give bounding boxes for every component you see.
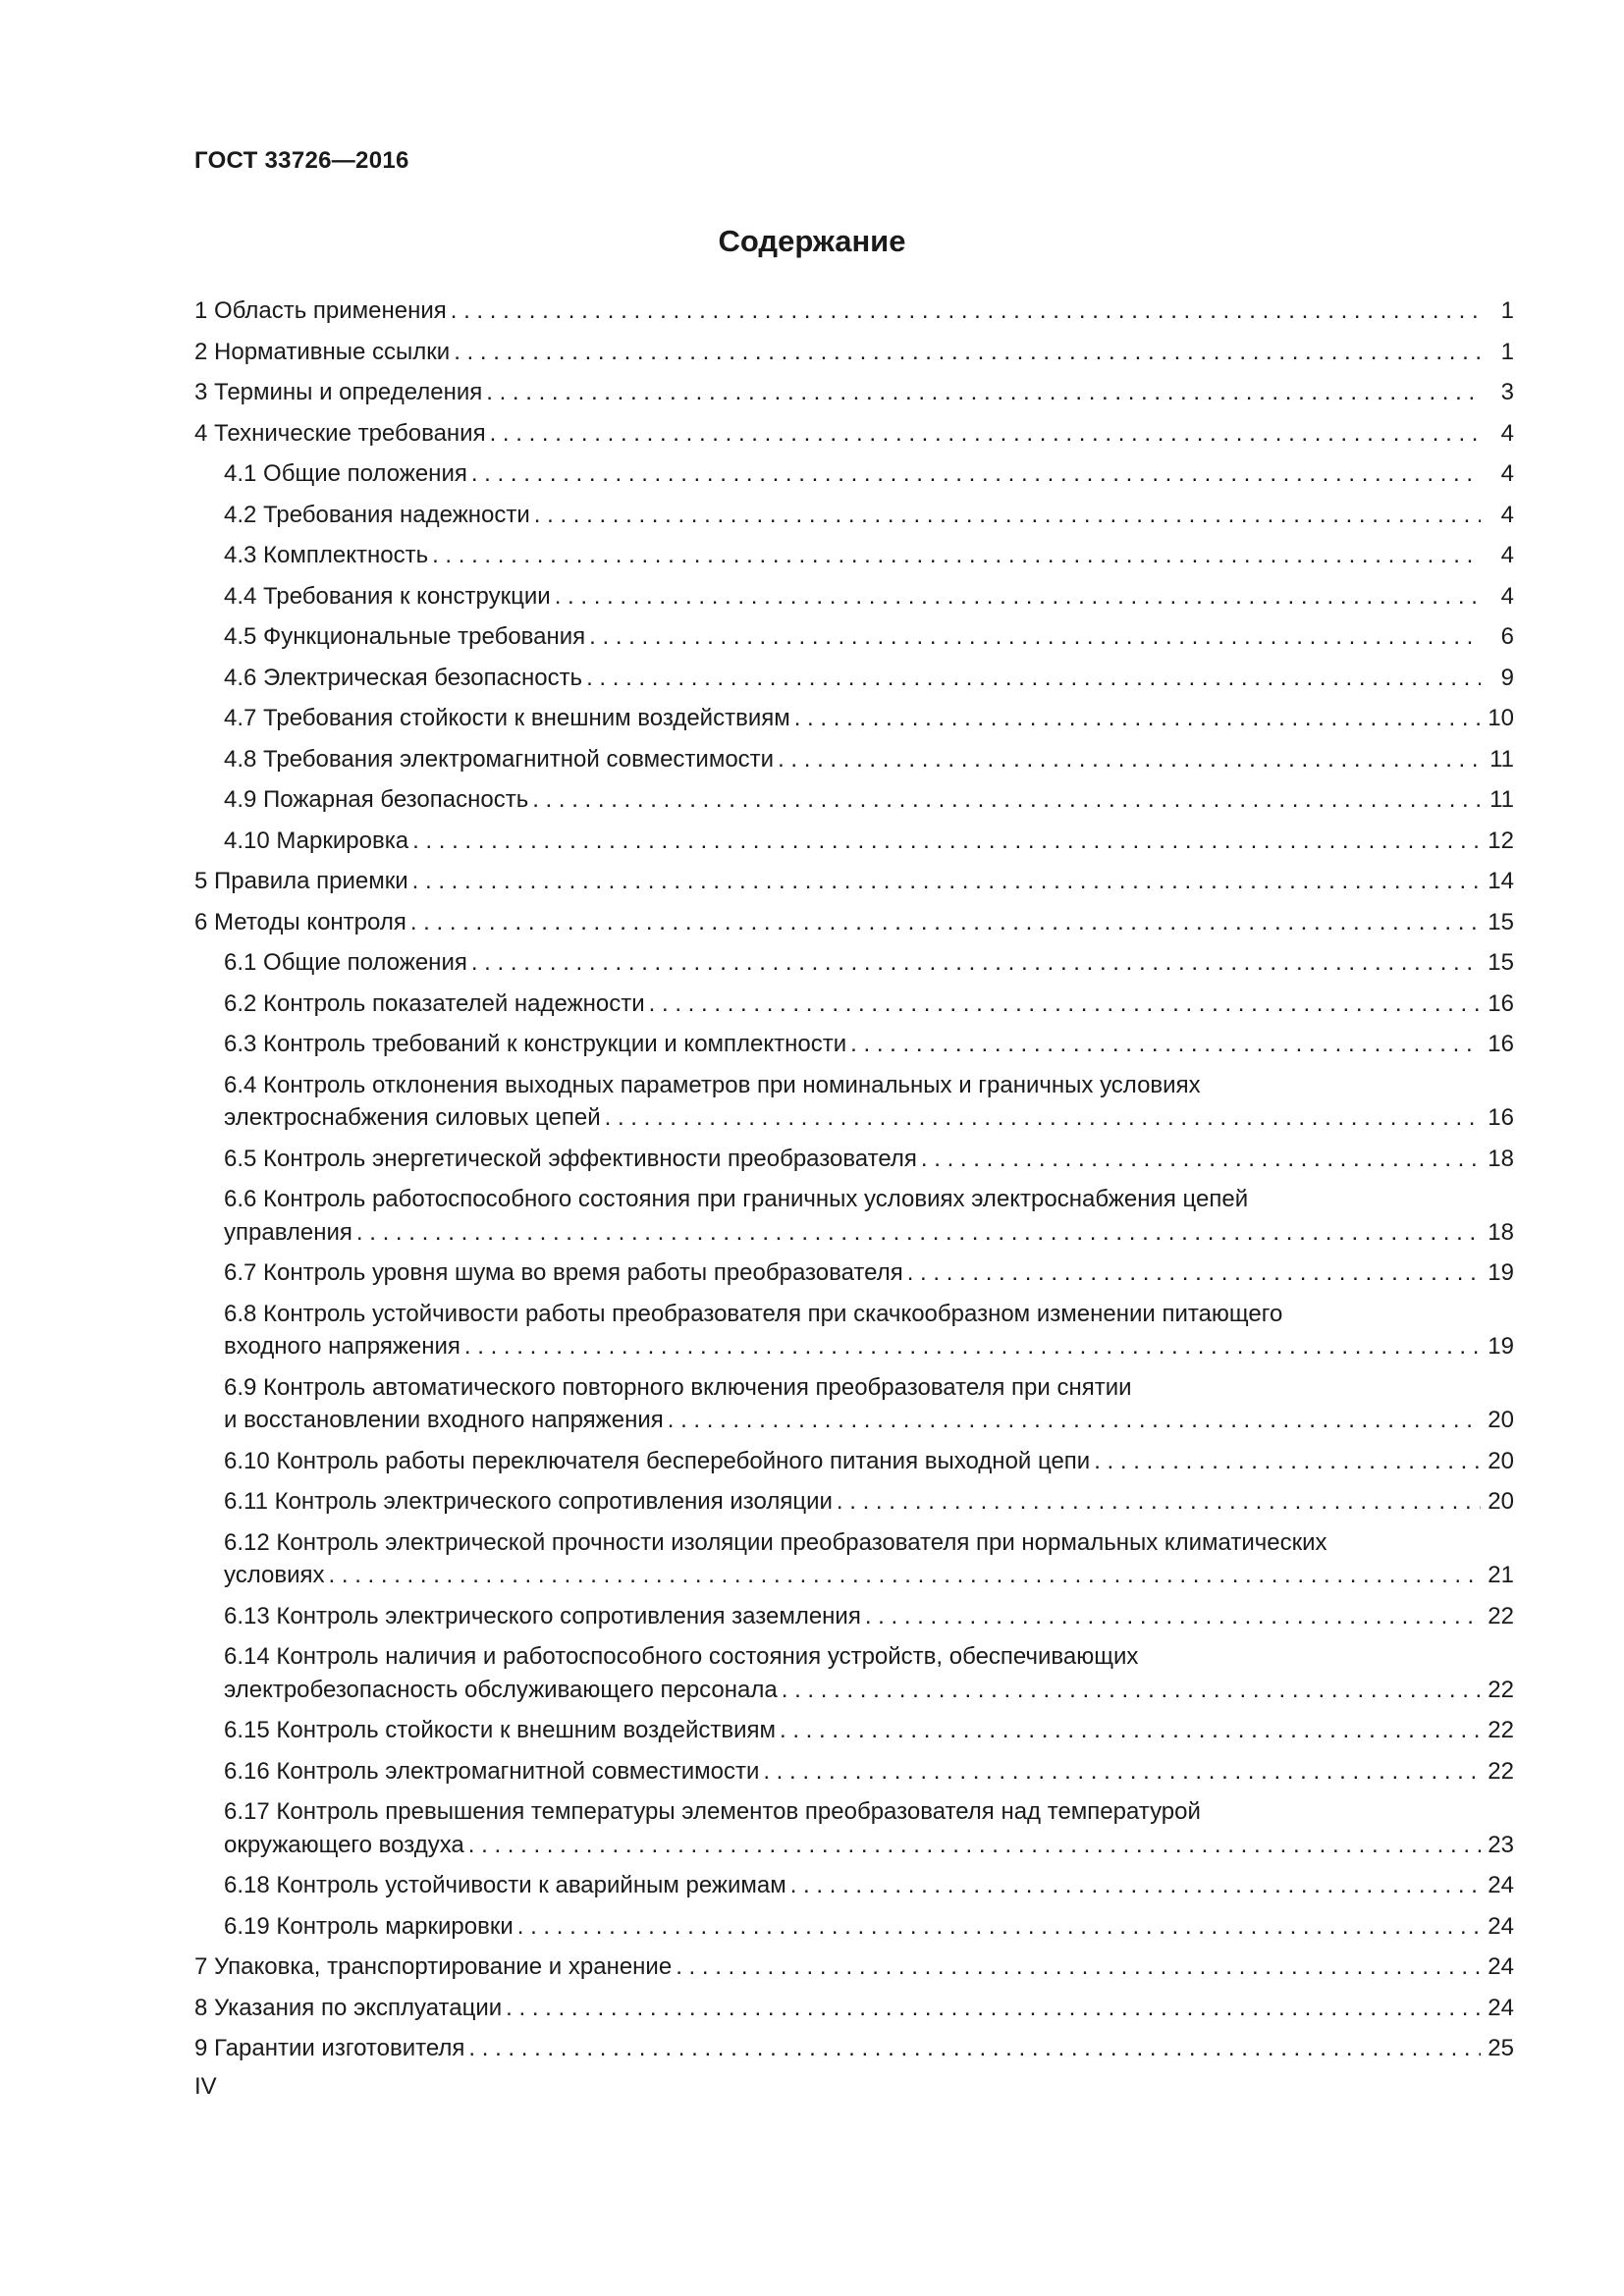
toc-entry-title: окружающего воздуха [224, 1831, 464, 1858]
toc-entry-title-line1: 6.9 Контроль автоматического повторного включения преобразователя при снятии [224, 1373, 1132, 1401]
toc-entry-title: 6.5 Контроль энергетической эффективности преобразователя [224, 1145, 917, 1172]
toc-entry-page: 23 [1488, 1831, 1514, 1858]
toc-entry[interactable] [194, 946, 1514, 980]
toc-entry-title: 6.19 Контроль маркировки [224, 1912, 514, 1940]
toc-entry[interactable] [194, 988, 1514, 1021]
dot-leader [468, 1829, 1481, 1862]
toc-entry[interactable] [194, 1992, 1514, 2025]
toc-entry-title: 4.5 Функциональные требования [224, 623, 586, 650]
toc-entry[interactable] [194, 825, 1514, 858]
toc-entry[interactable] [194, 1714, 1514, 1747]
toc-entry-page: 14 [1488, 868, 1514, 894]
toc-entry[interactable] [194, 620, 1514, 654]
dot-leader [412, 865, 1481, 898]
toc-entry[interactable] [194, 376, 1514, 409]
toc-entry[interactable] [194, 1869, 1514, 1902]
toc-entry-page: 11 [1489, 745, 1514, 773]
toc-entry-title: 4.3 Комплектность [224, 542, 429, 568]
toc-entry[interactable] [194, 783, 1514, 817]
dot-leader [1094, 1445, 1481, 1478]
toc-entry[interactable] [194, 1755, 1514, 1789]
dot-leader [471, 946, 1481, 980]
dot-leader [517, 1910, 1481, 1944]
dot-leader [490, 417, 1481, 451]
toc-entry[interactable] [194, 1298, 1514, 1363]
dot-leader [451, 294, 1481, 328]
toc-entry[interactable] [194, 1371, 1514, 1437]
toc-entry-title: 6.3 Контроль требований к конструкции и комплектности [224, 1031, 847, 1057]
dot-leader [676, 1950, 1481, 1984]
toc-entry-title: 6.16 Контроль электромагнитной совместимости [224, 1757, 760, 1785]
toc-entry[interactable] [194, 1795, 1514, 1861]
dot-leader [356, 1216, 1481, 1250]
toc-entry-title: 4.7 Требования стойкости к внешним воздействиям [224, 705, 790, 731]
toc-entry-page: 22 [1488, 1717, 1514, 1743]
dot-leader [649, 988, 1481, 1021]
toc-entry-page: 20 [1488, 1407, 1514, 1433]
dot-leader [534, 499, 1481, 532]
page-number: IV [194, 2073, 217, 2100]
toc-entry-title: 3 Термины и определения [194, 379, 483, 405]
toc-entry-page: 19 [1488, 1333, 1514, 1360]
toc-entry-page: 22 [1488, 1602, 1514, 1629]
dot-leader [471, 457, 1481, 491]
document-header: ГОСТ 33726—2016 [194, 147, 409, 174]
toc-entry-title: 4.8 Требования электромагнитной совместимости [224, 745, 775, 773]
dot-leader [790, 1869, 1481, 1902]
toc-title: Содержание [718, 224, 906, 258]
dot-leader [464, 1330, 1481, 1363]
dot-leader [555, 580, 1481, 614]
toc-entry[interactable] [194, 294, 1514, 328]
dot-leader [668, 1404, 1481, 1437]
toc-entry-page: 18 [1488, 1218, 1514, 1246]
toc-entry[interactable] [194, 2032, 1514, 2065]
toc-entry-title: 6.10 Контроль работы переключателя бесперебойного питания выходной цепи [224, 1447, 1091, 1474]
toc-entry[interactable] [194, 539, 1514, 572]
toc-entry-page: 12 [1488, 827, 1514, 854]
toc-entry-title: 7 Упаковка, транспортирование и хранение [194, 1953, 673, 1980]
toc-entry[interactable] [194, 1445, 1514, 1478]
toc-entry-page: 15 [1488, 908, 1514, 935]
toc-entry[interactable] [194, 906, 1514, 939]
toc-entry-title: 4.6 Электрическая безопасность [224, 664, 583, 691]
toc-entry-title-line1: 6.14 Контроль наличия и работоспособного состояния устройств, обеспечивающих [224, 1643, 1139, 1670]
toc-entry-title: 1 Область применения [194, 297, 447, 324]
dot-leader [329, 1559, 1481, 1592]
toc-entry[interactable] [194, 1028, 1514, 1061]
toc-entry-title-line1: 6.12 Контроль электрической прочности изоляции преобразователя при нормальных климатических [224, 1528, 1327, 1556]
toc-entry-title-line1: 6.17 Контроль превышения температуры элементов преобразователя над температурой [224, 1798, 1201, 1825]
toc-entry-page: 19 [1488, 1259, 1514, 1286]
toc-entry[interactable] [194, 702, 1514, 735]
toc-entry-title: 4.2 Требования надежности [224, 501, 530, 528]
dot-leader [780, 1714, 1481, 1747]
toc-entry[interactable] [194, 1485, 1514, 1519]
toc-entry-title: 4.10 Маркировка [224, 827, 409, 854]
dot-leader [506, 1992, 1481, 2025]
toc-entry[interactable] [194, 1600, 1514, 1633]
toc-entry[interactable] [194, 1069, 1514, 1135]
toc-entry-page: 18 [1488, 1145, 1514, 1172]
toc-entry[interactable] [194, 336, 1514, 369]
dot-leader [837, 1485, 1481, 1519]
toc-entry-page: 6 [1500, 623, 1514, 650]
toc-entry-title: электроснабжения силовых цепей [224, 1104, 601, 1131]
toc-entry[interactable] [194, 662, 1514, 695]
dot-leader [468, 2032, 1481, 2065]
toc-entry-page: 21 [1488, 1562, 1514, 1588]
toc-entry[interactable] [194, 1526, 1514, 1592]
dot-leader [486, 376, 1481, 409]
toc-entry-page: 20 [1488, 1447, 1514, 1474]
toc-entry-page: 24 [1488, 1872, 1514, 1898]
dot-leader [921, 1143, 1481, 1176]
toc-entry-page: 1 [1500, 297, 1514, 324]
toc-entry-page: 4 [1500, 419, 1514, 447]
dot-leader [410, 906, 1481, 939]
dot-leader [794, 702, 1481, 735]
toc-entry-title: 6.13 Контроль электрического сопротивления заземления [224, 1602, 861, 1629]
toc-entry[interactable] [194, 1183, 1514, 1249]
toc-entry[interactable] [194, 457, 1514, 491]
toc-entry-page: 16 [1488, 1031, 1514, 1057]
toc-entry-page: 3 [1500, 379, 1514, 405]
toc-entry-page: 16 [1488, 1104, 1514, 1131]
toc-entry[interactable] [194, 743, 1514, 776]
toc-entry-title: 4 Технические требования [194, 419, 486, 447]
toc-entry-title: 6.11 Контроль электрического сопротивления изоляции [224, 1488, 833, 1515]
toc-entry-title: электробезопасность обслуживающего персонала [224, 1676, 778, 1703]
toc-entry-title: условиях [224, 1562, 325, 1588]
dot-leader [586, 662, 1481, 695]
toc-entry-title: 8 Указания по эксплуатации [194, 1994, 503, 2021]
toc-entry[interactable] [194, 865, 1514, 898]
toc-entry-title: и восстановлении входного напряжения [224, 1407, 664, 1433]
toc-entry-title: 4.4 Требования к конструкции [224, 582, 551, 610]
toc-entry[interactable] [194, 1256, 1514, 1290]
toc-entry-page: 24 [1488, 1953, 1514, 1980]
dot-leader [589, 620, 1481, 654]
toc-entry-page: 24 [1488, 1994, 1514, 2021]
toc-entry-page: 10 [1488, 705, 1514, 731]
dot-leader [454, 336, 1481, 369]
dot-leader [412, 825, 1481, 858]
toc-entry-page: 15 [1488, 949, 1514, 976]
toc-entry-title: 6.18 Контроль устойчивости к аварийным режимам [224, 1872, 786, 1898]
dot-leader [605, 1101, 1481, 1135]
toc-entry-page: 4 [1500, 542, 1514, 568]
toc-entry-title: 6 Методы контроля [194, 908, 406, 935]
toc-entry[interactable] [194, 1640, 1514, 1706]
toc-entry-title-line1: 6.6 Контроль работоспособного состояния при граничных условиях электроснабжения цепей [224, 1186, 1249, 1212]
toc-entry-page: 22 [1488, 1757, 1514, 1785]
toc-entry-title: 4.1 Общие положения [224, 460, 467, 487]
toc-entry-title-line1: 6.4 Контроль отклонения выходных параметров при номинальных и граничных условиях [224, 1071, 1201, 1098]
toc-entry[interactable] [194, 1950, 1514, 1984]
dot-leader [907, 1256, 1481, 1290]
toc-entry[interactable] [194, 1910, 1514, 1944]
toc-entry-title: 6.1 Общие положения [224, 949, 467, 976]
dot-leader [850, 1028, 1481, 1061]
toc-entry-page: 1 [1500, 338, 1514, 365]
toc-entry-page: 4 [1500, 582, 1514, 610]
toc-entry-title: 6.15 Контроль стойкости к внешним воздействиям [224, 1717, 776, 1743]
dot-leader [865, 1600, 1481, 1633]
toc-entry[interactable] [194, 417, 1514, 451]
dot-leader [532, 783, 1481, 817]
dot-leader [432, 539, 1481, 572]
toc-entry-page: 22 [1488, 1676, 1514, 1703]
dot-leader [778, 743, 1481, 776]
toc-entry-page: 4 [1500, 501, 1514, 528]
toc-entry-page: 20 [1488, 1488, 1514, 1515]
table-of-contents [194, 294, 1514, 2073]
toc-entry-page: 25 [1488, 2035, 1514, 2061]
toc-entry-title: 5 Правила приемки [194, 868, 408, 894]
toc-entry-title: 2 Нормативные ссылки [194, 338, 451, 365]
toc-entry-page: 16 [1488, 989, 1514, 1017]
dot-leader [782, 1674, 1481, 1707]
toc-entry-title: 4.9 Пожарная безопасность [224, 786, 529, 813]
toc-entry-page: 24 [1488, 1912, 1514, 1940]
toc-entry-title: входного напряжения [224, 1333, 460, 1360]
toc-entry-title: 6.7 Контроль уровня шума во время работы преобразователя [224, 1259, 903, 1286]
toc-entry[interactable] [194, 499, 1514, 532]
toc-entry-page: 11 [1489, 786, 1514, 813]
toc-entry-title: 6.2 Контроль показателей надежности [224, 989, 645, 1017]
toc-entry-title: управления [224, 1218, 352, 1246]
toc-entry-page: 9 [1500, 664, 1514, 691]
dot-leader [763, 1755, 1481, 1789]
toc-entry[interactable] [194, 1143, 1514, 1176]
toc-entry-title: 9 Гарантии изготовителя [194, 2035, 465, 2061]
toc-entry-title-line1: 6.8 Контроль устойчивости работы преобразователя при скачкообразном изменении питающего [224, 1300, 1283, 1327]
toc-entry-page: 4 [1500, 460, 1514, 487]
toc-entry[interactable] [194, 580, 1514, 614]
